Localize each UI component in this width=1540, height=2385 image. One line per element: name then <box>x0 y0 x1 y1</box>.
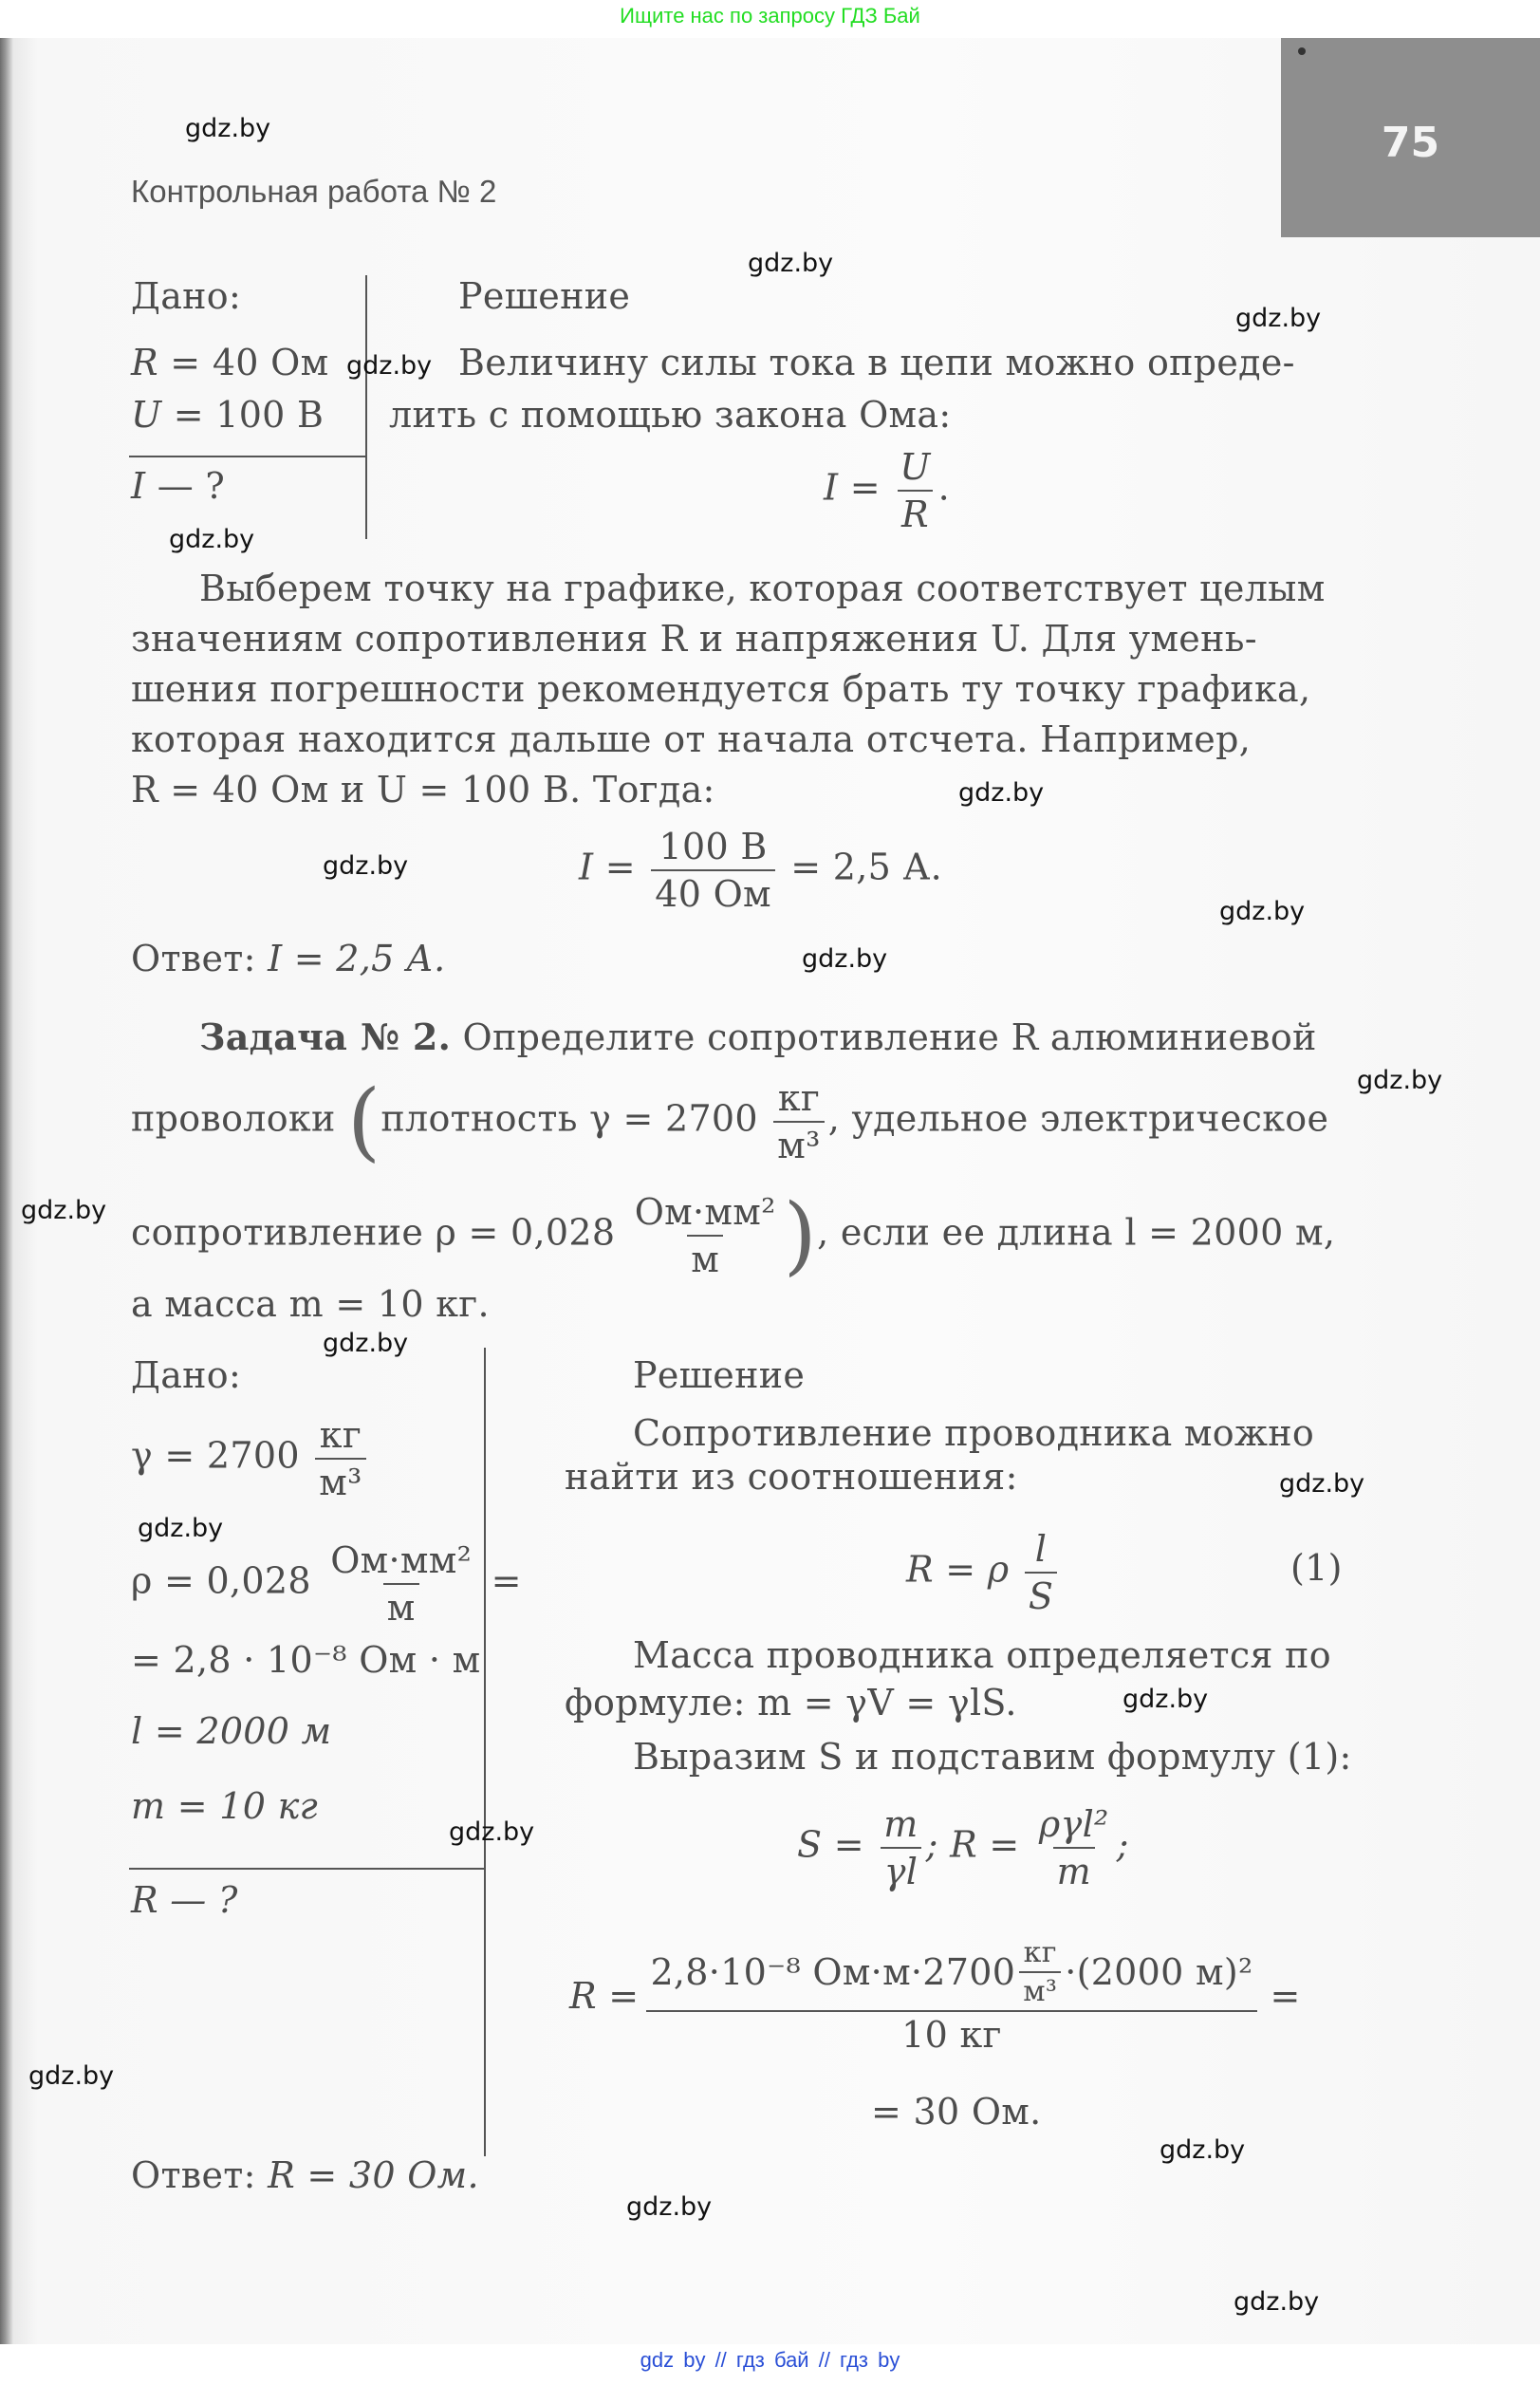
task1-paragraph-line3: шения погрешности рекомендуется брать ту точку графика, <box>131 668 1311 710</box>
watermark: gdz.by <box>323 1329 409 1358</box>
open-paren: ( <box>347 1071 381 1171</box>
watermark: gdz.by <box>185 114 271 143</box>
task2-given-divider <box>129 1868 485 1870</box>
task2-answer: Ответ: R = 30 Ом. <box>131 2154 479 2196</box>
task2-given-mass: m = 10 кг <box>131 1785 319 1827</box>
task2-statement-line2: проволоки (плотность γ = 2700 $\frac{кг}{\text{м³}}$ , удельное электрическое <box>131 1071 1329 1171</box>
task2-formula-tag: (1) <box>1290 1547 1343 1589</box>
watermark: gdz.by <box>138 1514 224 1543</box>
page-number-tab <box>1281 38 1540 237</box>
task2-given-label: Дано: <box>131 1354 242 1396</box>
task2-statement-line3: сопротивление ρ = 0,028 $\frac{\text{Ом·мм²}}{м}$ ), если ее длина l = 2000 м, <box>131 1185 1336 1285</box>
task2-solution-line3: Масса проводника определяется по <box>633 1634 1331 1676</box>
watermark: gdz.by <box>1279 1469 1365 1499</box>
watermark: gdz.by <box>748 249 834 278</box>
watermark: gdz.by <box>1357 1066 1443 1095</box>
task2-given-rho-si: = 2,8 · 10⁻⁸ Ом · м <box>131 1639 481 1681</box>
task1-ohm-law-formula: I = $\frac{U}{R}$ . <box>824 446 950 535</box>
watermark: gdz.by <box>323 851 409 881</box>
watermark: gdz.by <box>1219 897 1306 926</box>
task2-solution-line4: формуле: m = γV = γlS. <box>565 1682 1017 1724</box>
bottom-banner: gdz by // гдз бай // гдз by <box>640 2348 900 2372</box>
task2-given-length: l = 2000 м <box>131 1710 332 1752</box>
task2-resistance-calculation: R = 2,8·10⁻⁸ Ом·м·2700 $\frac{кг}{\text{м³}}$ ·(2000 м)² 10 кг = <box>569 1936 1301 2056</box>
task1-solution-line1: Величину силы тока в цепи можно опреде- <box>458 342 1295 383</box>
task1-paragraph-line2: значениям сопротивления R и напряжения U. Для умень- <box>131 618 1257 660</box>
watermark: gdz.by <box>958 778 1045 808</box>
section-header: Контрольная работа № 2 <box>131 174 497 209</box>
watermark: gdz.by <box>169 525 255 554</box>
task1-column-divider <box>365 275 367 539</box>
task1-answer: Ответ: I = 2,5 А. <box>131 938 446 979</box>
task1-current-calculation: I = $\frac{100 В}{40 Ом}$ = 2,5 А. <box>579 826 942 915</box>
watermark: gdz.by <box>449 1817 535 1847</box>
task2-statement-line1: Задача № 2. Определите сопротивление R алюминиевой <box>199 1015 1317 1058</box>
task1-solution-line2: лить с помощью закона Ома: <box>389 394 952 436</box>
task1-paragraph-line5: R = 40 Ом и U = 100 В. Тогда: <box>131 769 715 811</box>
task2-solution-label: Решение <box>633 1354 806 1396</box>
task2-statement-line4: а масса m = 10 кг. <box>131 1283 490 1325</box>
task1-find: I — ? <box>131 465 226 507</box>
watermark: gdz.by <box>346 351 433 381</box>
close-paren: ) <box>783 1185 818 1285</box>
page-number: 75 <box>1381 119 1440 167</box>
watermark: gdz.by <box>1235 304 1322 333</box>
task1-solution-label: Решение <box>458 275 631 317</box>
task2-result: = 30 Ом. <box>871 2091 1042 2133</box>
task1-paragraph-line4: которая находится дальше от начала отсчета. Например, <box>131 718 1252 760</box>
task2-solution-line2: найти из соотношения: <box>565 1456 1018 1498</box>
task2-find: R — ? <box>131 1879 238 1921</box>
task1-given-r: R = 40 Ом <box>131 342 329 383</box>
task1-given-u: U = 100 В <box>131 394 325 436</box>
watermark: gdz.by <box>28 2061 115 2091</box>
task2-column-divider <box>484 1348 486 2156</box>
task1-paragraph-line1: Выберем точку на графике, которая соответствует целым <box>199 568 1326 609</box>
task2-formula-resistance: R = ρ $\frac{l}{S}$ <box>906 1528 1061 1617</box>
task2-given-gamma: γ = 2700 $\frac{кг}{\text{м³}}$ <box>131 1414 370 1503</box>
task2-solution-line1: Сопротивление проводника можно <box>633 1412 1315 1454</box>
watermark: gdz.by <box>1160 2135 1246 2165</box>
task1-given-label: Дано: <box>131 275 242 317</box>
watermark: gdz.by <box>626 2192 713 2222</box>
watermark: gdz.by <box>1234 2287 1320 2317</box>
task1-given-divider <box>129 456 366 457</box>
task2-given-rho: ρ = 0,028 $\frac{\text{Ом·мм²}}{м}$ = <box>131 1539 522 1629</box>
page-dot <box>1298 47 1306 55</box>
top-banner: Ищите нас по запросу ГДЗ Бай <box>620 4 920 28</box>
task2-solution-line5: Выразим S и подставим формулу (1): <box>633 1736 1352 1778</box>
task2-formula-area-resistance: S = $\frac{m}{\gamma l}$ ; R = $\frac{\text{ργl²}}{m}$ ; <box>797 1803 1129 1892</box>
watermark: gdz.by <box>1123 1685 1209 1714</box>
watermark: gdz.by <box>802 944 888 974</box>
watermark: gdz.by <box>21 1196 107 1225</box>
